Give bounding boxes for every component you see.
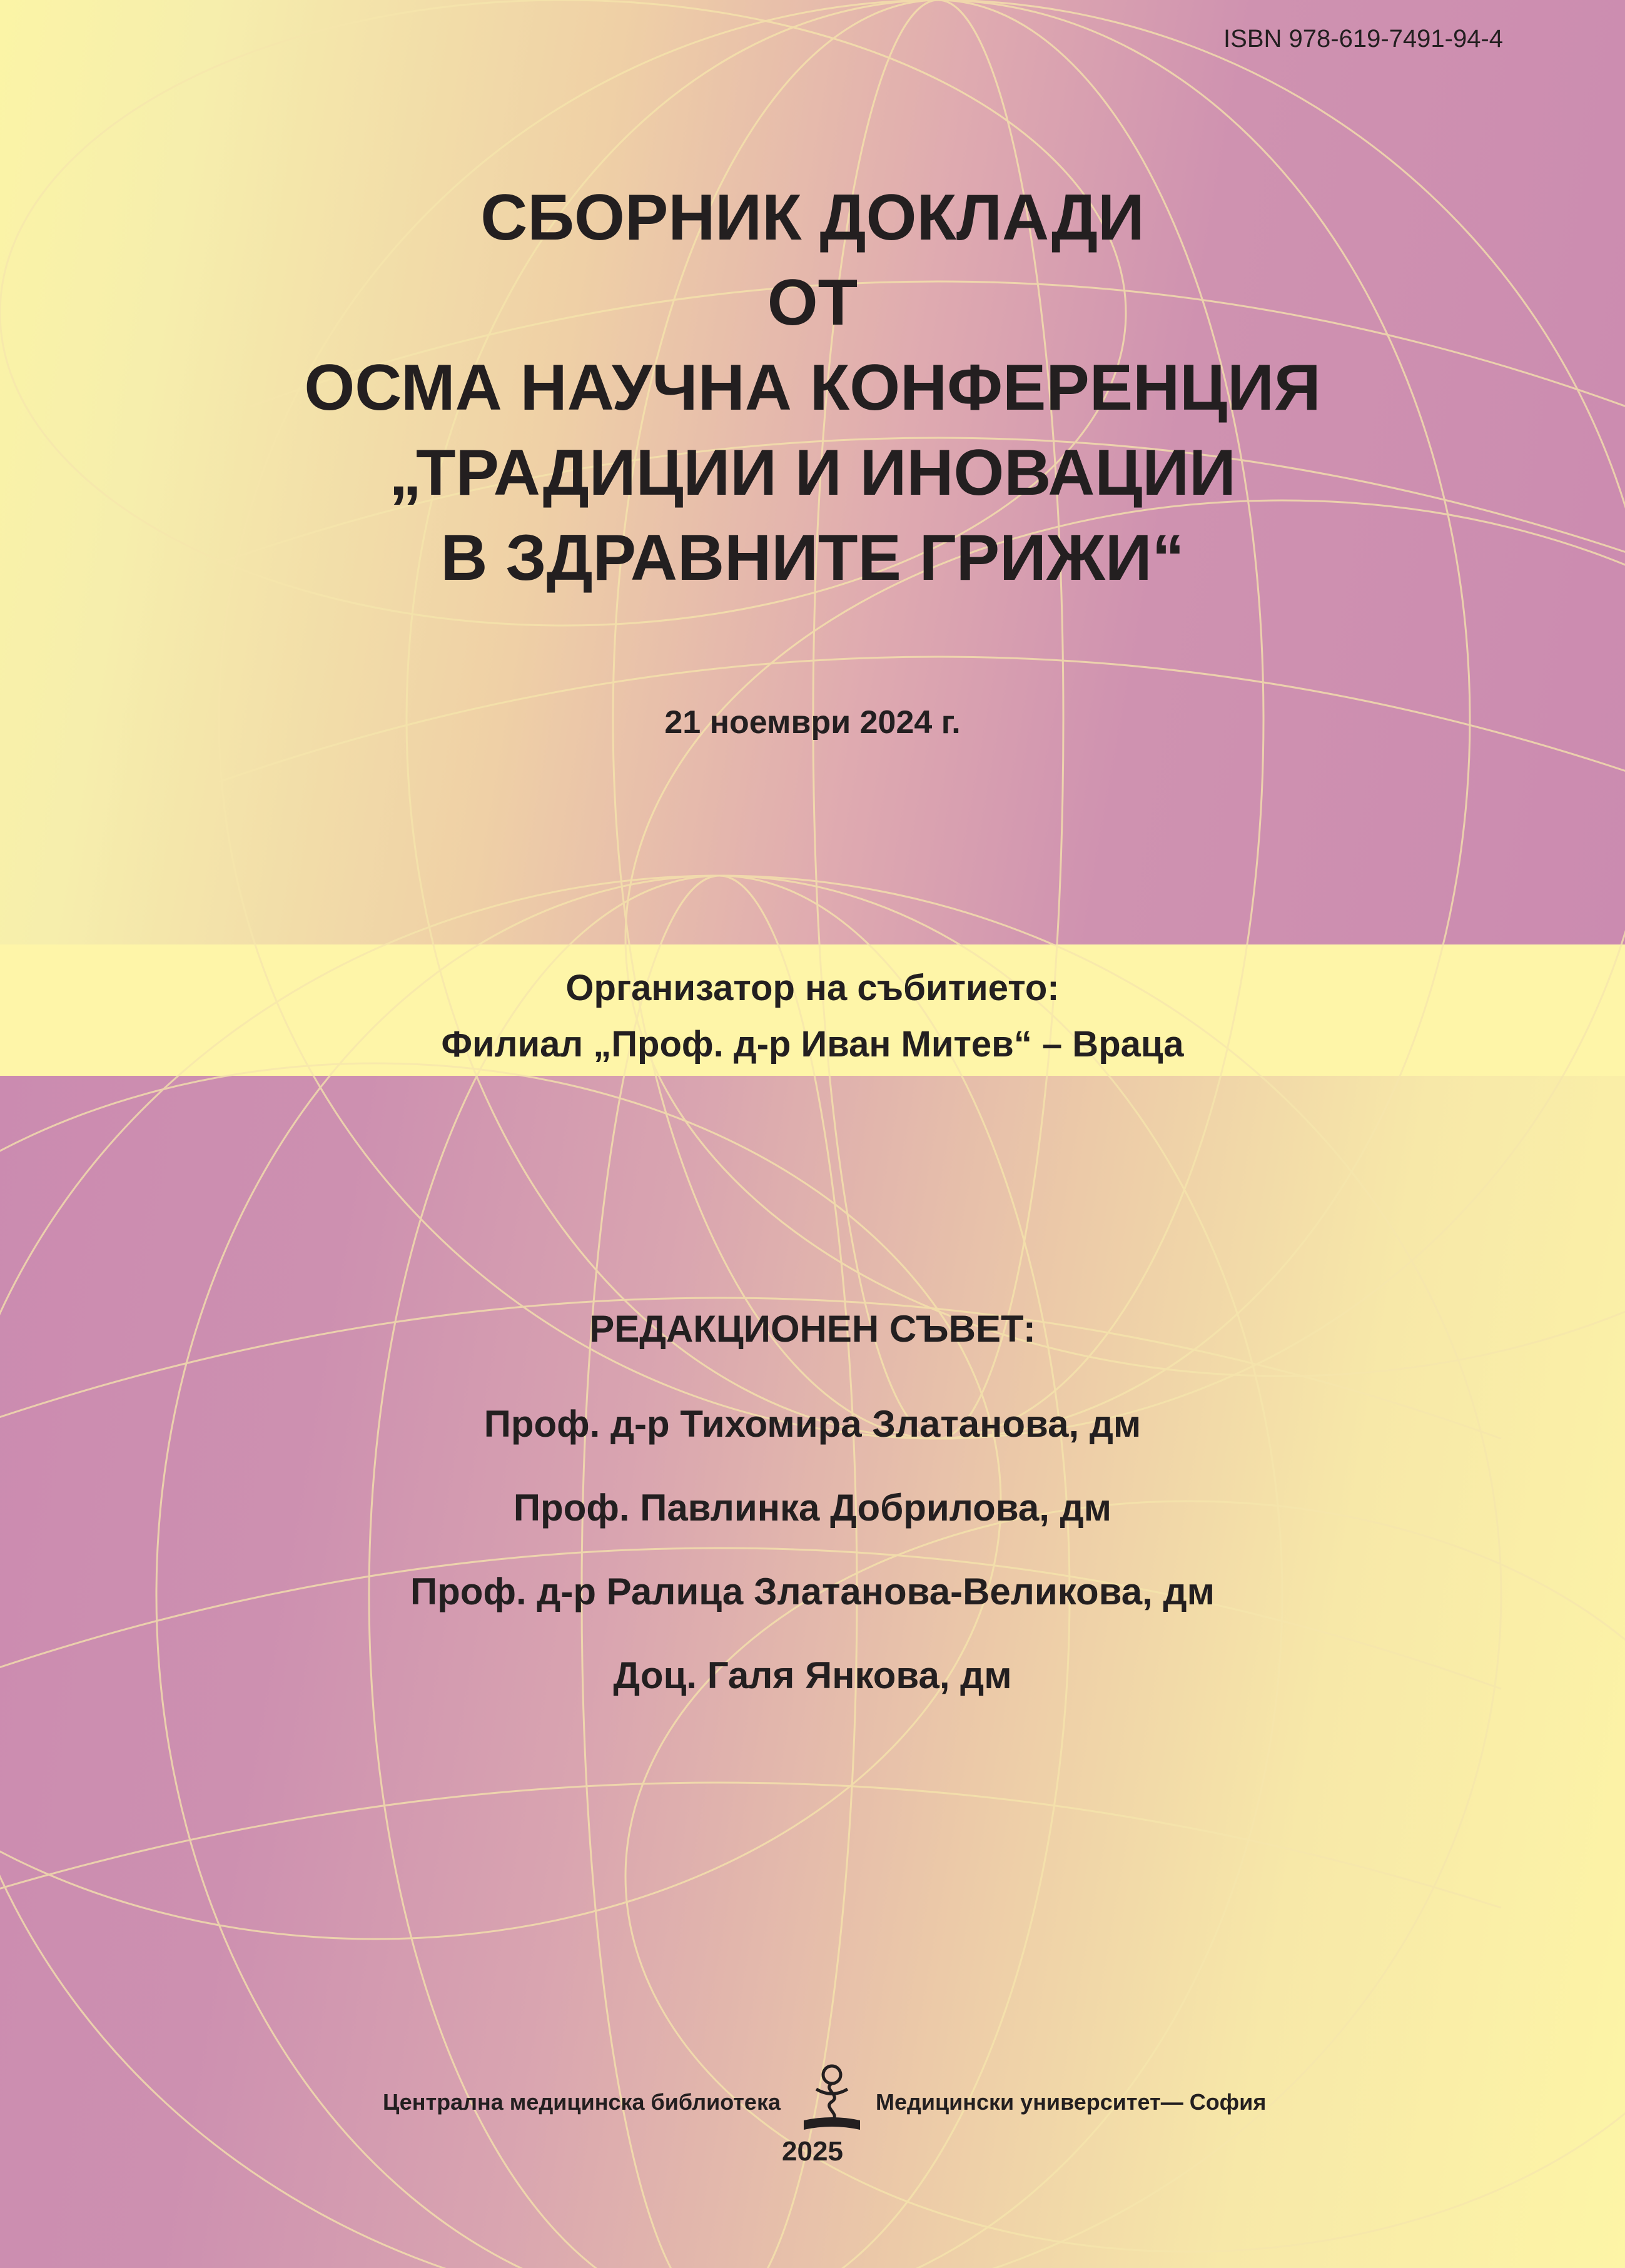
editorial-board-heading: РЕДАКЦИОНЕН СЪВЕТ:	[589, 1308, 1036, 1350]
title-line: В ЗДРАВНИТЕ ГРИЖИ“	[440, 522, 1185, 594]
organizer-label: Организатор на събитието:	[565, 968, 1060, 1008]
publisher-right: Медицински университет— София	[876, 2089, 1267, 2115]
board-member: Проф. д-р Ралица Златанова-Великова, дм	[410, 1571, 1215, 1612]
title-line: ОТ	[767, 266, 858, 339]
organizer-block	[0, 960, 1625, 1073]
book-title	[0, 175, 1625, 600]
title-line: „ТРАДИЦИИ И ИНОВАЦИИ	[389, 437, 1236, 509]
board-member: Проф. д-р Тихомира Златанова, дм	[483, 1403, 1142, 1445]
editorial-board	[0, 1301, 1625, 1718]
publisher-left: Централна медицинска библиотека	[383, 2089, 781, 2115]
organizer-name: Филиал „Проф. д-р Иван Митев“ – Враца	[441, 1024, 1184, 1065]
board-member: Доц. Галя Янкова, дм	[613, 1654, 1012, 1696]
board-member: Проф. Павлинка Добрилова, дм	[513, 1487, 1112, 1529]
isbn: ISBN 978-619-7491-94-4	[1223, 25, 1503, 53]
title-line: СБОРНИК ДОКЛАДИ	[480, 181, 1145, 254]
library-emblem-icon	[797, 2061, 866, 2136]
publication-year: 2025	[782, 2136, 843, 2167]
publisher-footer	[0, 2055, 1625, 2136]
title-line: ОСМА НАУЧНА КОНФЕРЕНЦИЯ	[304, 352, 1321, 424]
conference-date: 21 ноември 2024 г.	[664, 704, 961, 741]
